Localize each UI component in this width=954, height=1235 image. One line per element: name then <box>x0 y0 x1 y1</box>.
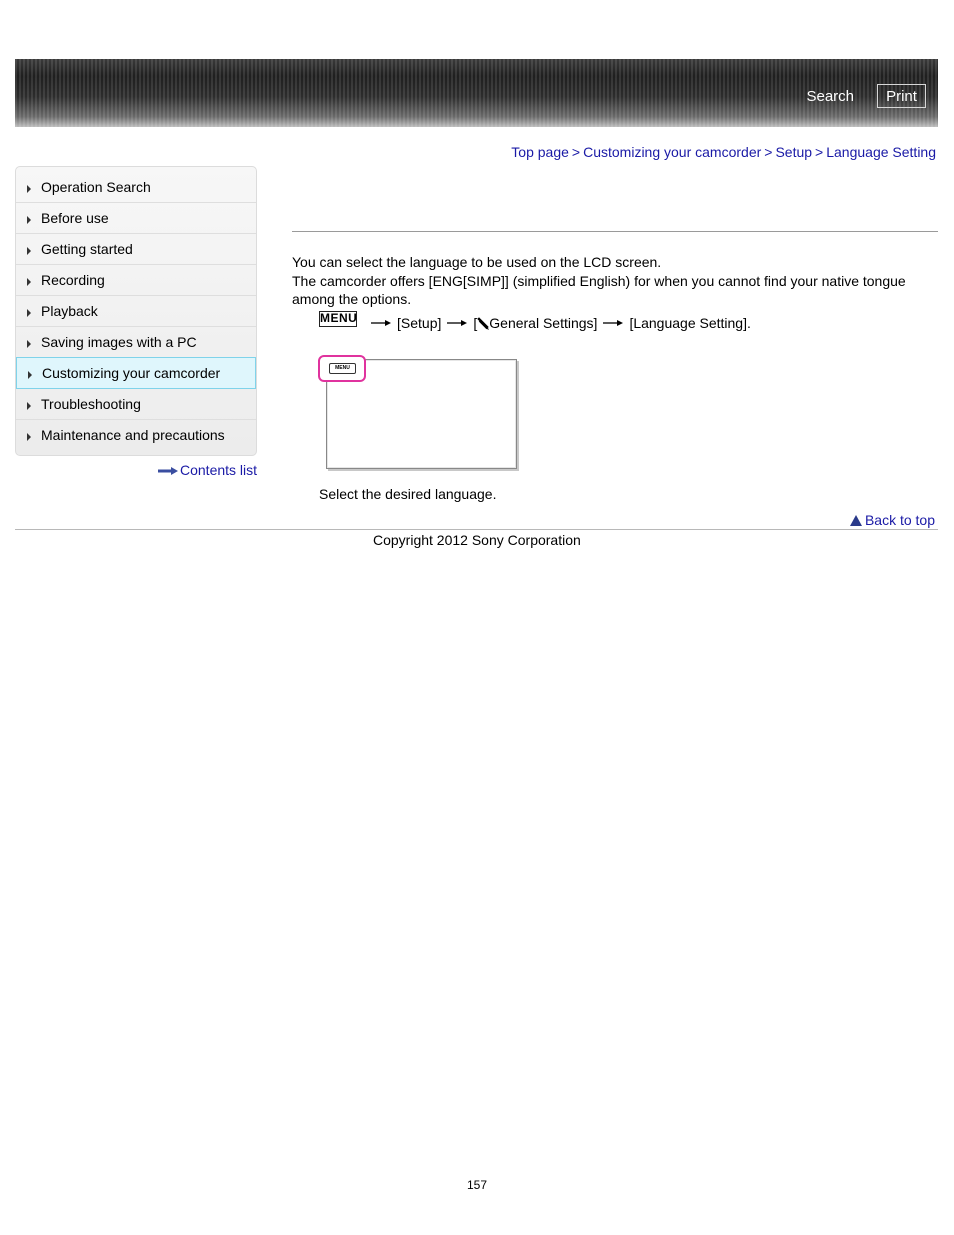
search-link[interactable]: Search <box>806 88 854 105</box>
triangle-right-icon <box>27 402 31 410</box>
back-to-top-link[interactable] <box>850 512 935 528</box>
step-instruction <box>319 311 751 331</box>
step-general-settings: General Settings] <box>489 315 598 331</box>
breadcrumb-separator: > <box>571 144 581 160</box>
triangle-right-icon <box>27 247 31 255</box>
triangle-right-icon <box>27 216 31 224</box>
sidebar-item-saving-images[interactable] <box>16 327 256 358</box>
intro-line: You can select the language to be used on the LCD screen. <box>292 254 662 270</box>
sidebar-item-label: Troubleshooting <box>41 396 141 412</box>
print-button[interactable]: Print <box>877 84 926 108</box>
step-language-setting: [Language Setting]. <box>629 315 751 331</box>
arrow-right-icon <box>158 467 178 475</box>
screen-menu-icon: MENU <box>329 363 356 374</box>
triangle-right-icon <box>27 185 31 193</box>
step-bracket: [ <box>473 315 478 331</box>
sidebar-item-recording[interactable] <box>16 265 256 296</box>
wrench-icon <box>477 317 489 330</box>
footer-divider <box>15 529 938 530</box>
sidebar-nav <box>15 166 257 456</box>
sidebar-item-before-use[interactable] <box>16 203 256 234</box>
intro-line: The camcorder offers [ENG[SIMP]] (simplified English) for when you cannot find your native tongue among the options. <box>292 272 906 307</box>
breadcrumb-separator: > <box>764 144 773 160</box>
arrow-right-icon <box>603 319 623 327</box>
select-instruction: Select the desired language. <box>319 486 497 502</box>
arrow-right-icon <box>447 319 467 327</box>
sidebar-item-label: Before use <box>41 210 109 226</box>
sidebar-item-label: Getting started <box>41 241 133 257</box>
sidebar-item-label: Customizing your camcorder <box>42 365 221 381</box>
sidebar-item-operation-search[interactable] <box>16 172 256 203</box>
triangle-right-icon <box>27 278 31 286</box>
breadcrumb-language-setting[interactable]: Language Setting <box>826 144 936 160</box>
breadcrumb <box>511 144 936 160</box>
sidebar-item-playback[interactable] <box>16 296 256 327</box>
copyright-text: Copyright 2012 Sony Corporation <box>373 532 581 548</box>
intro-text <box>292 253 932 309</box>
menu-button-icon: MENU <box>320 311 358 325</box>
sidebar-item-maintenance[interactable] <box>16 420 256 451</box>
sidebar-item-label: Playback <box>41 303 98 319</box>
back-to-top-label: Back to top <box>864 512 935 528</box>
sidebar-item-label: Recording <box>41 272 105 288</box>
header-bar <box>15 59 938 127</box>
breadcrumb-customizing[interactable]: Customizing your camcorder <box>583 144 762 160</box>
sidebar-item-customizing[interactable] <box>16 357 256 389</box>
triangle-right-icon <box>27 309 31 317</box>
page-number: 157 <box>466 1178 488 1192</box>
sidebar-item-label: Saving images with a PC <box>41 334 197 350</box>
arrow-right-icon <box>371 319 391 327</box>
step-setup: [Setup] <box>397 315 442 331</box>
breadcrumb-separator: > <box>815 144 824 160</box>
triangle-up-icon <box>850 515 862 526</box>
contents-list-link[interactable] <box>158 462 257 478</box>
triangle-right-icon <box>28 371 32 379</box>
breadcrumb-top-page[interactable]: Top page <box>511 144 569 160</box>
sidebar-item-label: Maintenance and precautions <box>41 427 225 443</box>
triangle-right-icon <box>27 433 31 441</box>
breadcrumb-setup[interactable]: Setup <box>775 144 813 160</box>
title-divider <box>292 231 938 232</box>
triangle-right-icon <box>27 340 31 348</box>
sidebar-item-troubleshooting[interactable] <box>16 389 256 420</box>
contents-list-label: Contents list <box>180 462 258 478</box>
sidebar-item-label: Operation Search <box>41 179 151 195</box>
sidebar-item-getting-started[interactable] <box>16 234 256 265</box>
